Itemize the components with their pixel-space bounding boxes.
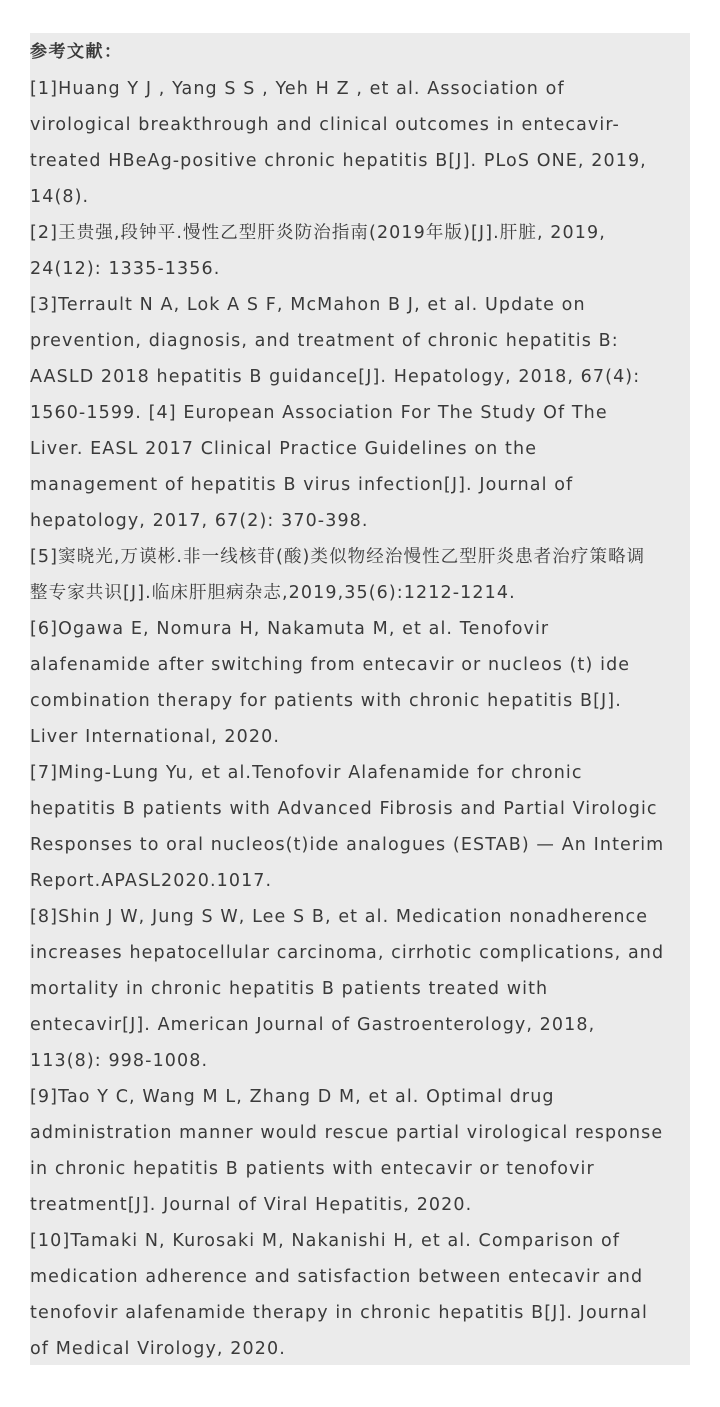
reference-line: Responses to oral nucleos(t)ide analogues (ESTAB) — An Interim — [30, 835, 665, 855]
reference-line: alafenamide after switching from entecavir or nucleos (t) ide — [30, 655, 631, 675]
reference-line: management of hepatitis B virus infection[J]. Journal of — [30, 475, 574, 495]
reference-line: [9]Tao Y C, Wang M L, Zhang D M, et al. Optimal drug — [30, 1087, 555, 1107]
reference-line: mortality in chronic hepatitis B patients treated with — [30, 979, 549, 999]
reference-line: [3]Terrault N A, Lok A S F, McMahon B J, et al. Update on — [30, 295, 586, 315]
reference-line: Report.APASL2020.1017. — [30, 871, 273, 891]
reference-line: [6]Ogawa E, Nomura H, Nakamuta M, et al. Tenofovir — [30, 619, 550, 639]
reference-line: increases hepatocellular carcinoma, cirrhotic complications, and — [30, 943, 665, 963]
reference-line: [1]Huang Y J , Yang S S , Yeh H Z , et al. Association of — [30, 79, 565, 99]
reference-line: 整专家共识[J].临床肝胆病杂志,2019,35(6):1212-1214. — [30, 583, 516, 603]
reference-line: tenofovir alafenamide therapy in chronic hepatitis B[J]. Journal — [30, 1303, 648, 1323]
reference-line: in chronic hepatitis B patients with entecavir or tenofovir — [30, 1159, 595, 1179]
reference-line: administration manner would rescue partial virological response — [30, 1123, 664, 1143]
reference-line: combination therapy for patients with chronic hepatitis B[J]. — [30, 691, 622, 711]
reference-line: virological breakthrough and clinical outcomes in entecavir- — [30, 115, 620, 135]
reference-line: hepatology, 2017, 67(2): 370-398. — [30, 511, 369, 531]
reference-line: entecavir[J]. American Journal of Gastroenterology, 2018, — [30, 1015, 596, 1035]
reference-line: 1560-1599. [4] European Association For The Study Of The — [30, 403, 608, 423]
reference-line: Liver. EASL 2017 Clinical Practice Guidelines on the — [30, 439, 538, 459]
references-heading: 参考文献： — [30, 42, 123, 62]
reference-line: treated HBeAg-positive chronic hepatitis B[J]. PLoS ONE, 2019, — [30, 151, 647, 171]
reference-line: AASLD 2018 hepatitis B guidance[J]. Hepatology, 2018, 67(4): — [30, 367, 641, 387]
reference-line: 14(8). — [30, 187, 90, 207]
reference-line: [7]Ming-Lung Yu, et al.Tenofovir Alafenamide for chronic — [30, 763, 583, 783]
reference-line: of Medical Virology, 2020. — [30, 1339, 286, 1359]
reference-line: Liver International, 2020. — [30, 727, 281, 747]
reference-line: hepatitis B patients with Advanced Fibrosis and Partial Virologic — [30, 799, 658, 819]
reference-line: prevention, diagnosis, and treatment of chronic hepatitis B: — [30, 331, 619, 351]
references-list — [30, 71, 710, 1367]
reference-line: [2]王贵强,段钟平.慢性乙型肝炎防治指南(2019年版)[J].肝脏, 2019, — [30, 223, 606, 243]
references-section — [30, 33, 710, 1367]
reference-line: [10]Tamaki N, Kurosaki M, Nakanishi H, et al. Comparison of — [30, 1231, 621, 1251]
reference-line: 113(8): 998-1008. — [30, 1051, 209, 1071]
reference-line: medication adherence and satisfaction between entecavir and — [30, 1267, 644, 1287]
reference-line: [5]窦晓光,万谟彬.非一线核苷(酸)类似物经治慢性乙型肝炎患者治疗策略调 — [30, 547, 646, 567]
reference-line: [8]Shin J W, Jung S W, Lee S B, et al. Medication nonadherence — [30, 907, 649, 927]
reference-line: 24(12): 1335-1356. — [30, 259, 221, 279]
reference-line: treatment[J]. Journal of Viral Hepatitis, 2020. — [30, 1195, 473, 1215]
